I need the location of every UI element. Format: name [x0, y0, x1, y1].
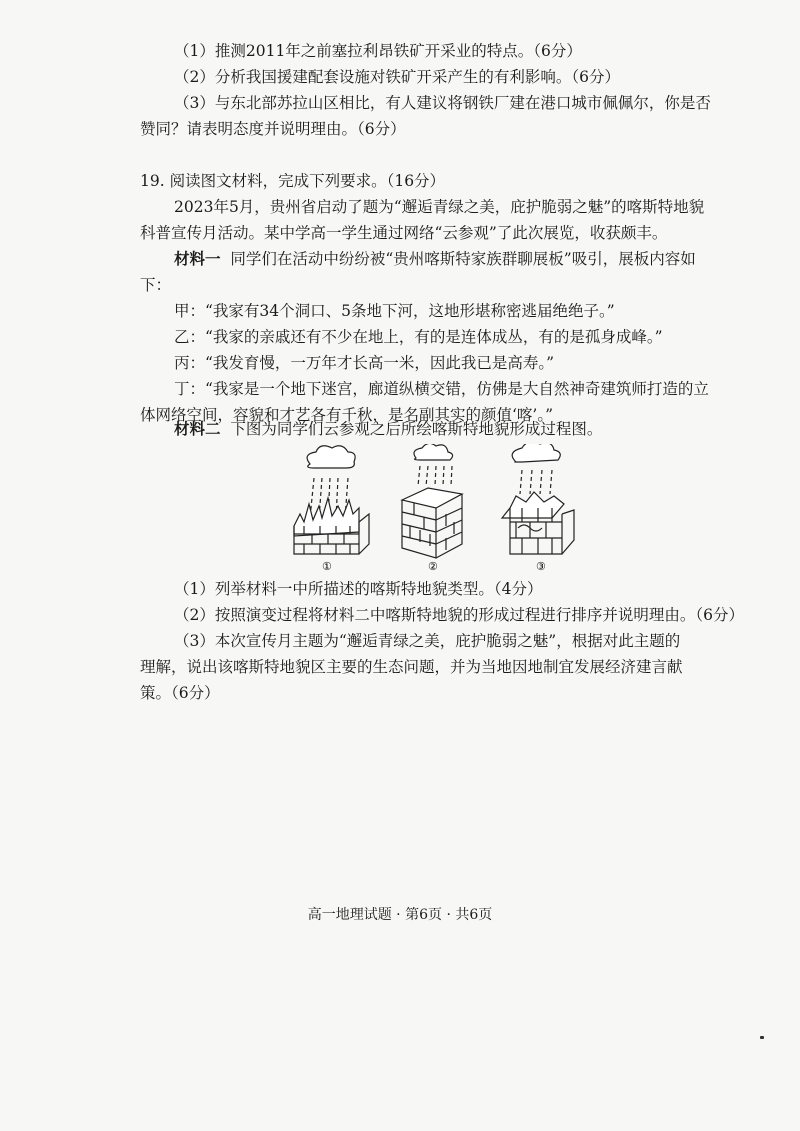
prev-q3-line1: （3）与东北部苏拉山区相比，有人建议将钢铁厂建在港口城市佩佩尔，你是否 — [174, 94, 711, 112]
material2-label: 材料二 — [174, 419, 221, 438]
figure-label-1: ① — [322, 560, 332, 573]
figure-label-2: ② — [428, 560, 438, 573]
material1-text: 同学们在活动中纷纷被“贵州喀斯特家族群聊展板”吸引，展板内容如 — [230, 250, 696, 268]
quote-jia: 甲：“我家有34个洞口、5条地下河，这地形堪称密逃届绝绝子。” — [174, 302, 615, 320]
quote-ding-line2: 体网络空间，容貌和才艺各有千秋，是名副其实的颜值‘喀’。” — [140, 406, 554, 424]
material1-line2: 下： — [140, 276, 172, 294]
prev-q1: （1）推测2011年之前塞拉利昂铁矿开采业的特点。（6分） — [174, 42, 582, 60]
q19-intro-line2: 科普宣传月活动。某中学高一学生通过网络“云参观”了此次展览，收获颇丰。 — [140, 224, 668, 242]
quote-ding-line1: 丁：“我家是一个地下迷宫，廊道纵横交错，仿佛是大自然神奇建筑师打造的立 — [174, 380, 709, 398]
material1-label: 材料一 — [174, 249, 221, 268]
q19-heading: 19. 阅读图文材料，完成下列要求。（16分） — [140, 172, 446, 190]
prev-q3-line2: 赞同？请表明态度并说明理由。（6分） — [140, 120, 406, 138]
material1 — [0, 248, 800, 270]
karst-formation-figure — [290, 444, 590, 574]
sub-question-1: （1）列举材料一中所描述的喀斯特地貌类型。（4分） — [174, 580, 543, 598]
q19-intro-line1: 2023年5月，贵州省启动了题为“邂逅青绿之美，庇护脆弱之魅”的喀斯特地貌 — [174, 198, 705, 216]
sub-question-3-line3: 策。（6分） — [140, 684, 220, 702]
prev-q2: （2）分析我国援建配套设施对铁矿开采产生的有利影响。（6分） — [174, 68, 620, 86]
karst-block-3 — [502, 444, 574, 554]
material2 — [0, 418, 800, 440]
figure-label-3: ③ — [536, 560, 546, 573]
sub-question-3-line2: 理解，说出该喀斯特地貌区主要的生态问题，并为当地因地制宜发展经济建言献 — [140, 658, 683, 676]
sub-question-2: （2）按照演变过程将材料二中喀斯特地貌的形成过程进行排序并说明理由。（6分） — [174, 606, 744, 624]
quote-yi: 乙：“我家的亲戚还有不少在地上，有的是连体成丛，有的是孤身成峰。” — [174, 328, 663, 346]
karst-block-2 — [402, 444, 462, 558]
material2-text: 下图为同学们云参观之后所绘喀斯特地貌形成过程图。 — [230, 420, 603, 438]
scan-speck — [760, 1036, 764, 1039]
quote-bing: 丙：“我发育慢，一万年才长高一米，因此我已是高寿。” — [174, 354, 555, 372]
karst-block-1 — [294, 446, 369, 554]
sub-question-3-line1: （3）本次宣传月主题为“邂逅青绿之美，庇护脆弱之魅”，根据对此主题的 — [174, 632, 681, 650]
page-footer: 高一地理试题 · 第6页 · 共6页 — [307, 907, 493, 923]
